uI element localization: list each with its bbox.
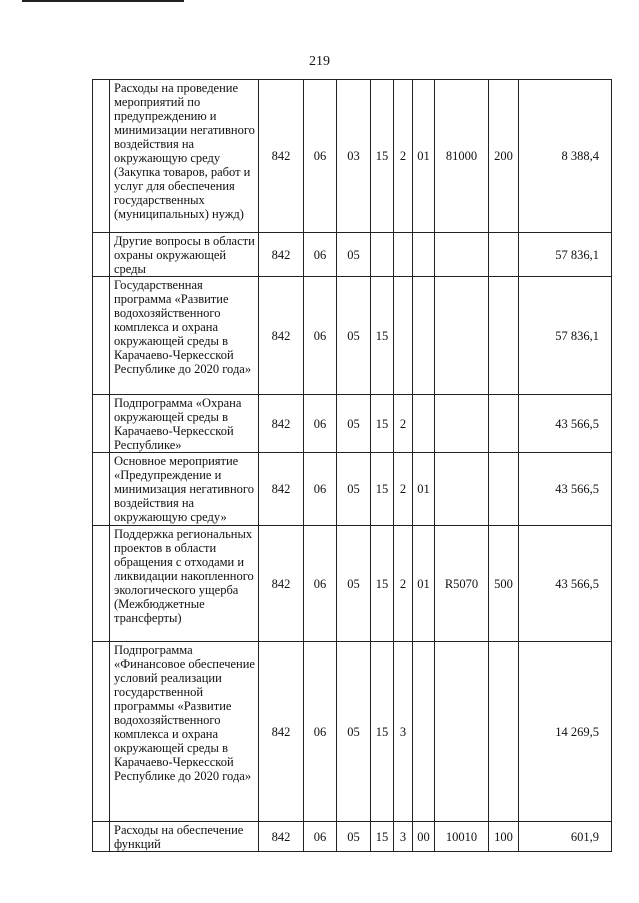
cell-pr: 05 bbox=[337, 642, 371, 822]
cell-sum: 43 566,5 bbox=[519, 526, 612, 642]
cell-sum: 14 269,5 bbox=[519, 642, 612, 822]
cell-p1: 15 bbox=[371, 822, 394, 852]
cell-sum: 57 836,1 bbox=[519, 277, 612, 395]
cell-vr bbox=[489, 453, 519, 526]
cell-p1: 15 bbox=[371, 395, 394, 453]
cell-sum: 8 388,4 bbox=[519, 80, 612, 233]
cell-p2: 3 bbox=[394, 642, 413, 822]
cell-p3 bbox=[413, 277, 435, 395]
cell-p2: 3 bbox=[394, 822, 413, 852]
table-row bbox=[93, 395, 612, 453]
cell-rz: 06 bbox=[304, 822, 337, 852]
cell-p3: 01 bbox=[413, 80, 435, 233]
cell-p2: 2 bbox=[394, 80, 413, 233]
cell-rz: 06 bbox=[304, 277, 337, 395]
cell-vr: 200 bbox=[489, 80, 519, 233]
table-row bbox=[93, 453, 612, 526]
cell-name: Основное мероприятие «Предупреждение и минимизация негативного воздействия на окружающую среду» bbox=[110, 453, 259, 526]
cell-blank bbox=[93, 395, 110, 453]
cell-pr: 05 bbox=[337, 453, 371, 526]
cell-pr: 05 bbox=[337, 233, 371, 277]
top-rule bbox=[22, 0, 184, 2]
page-number: 219 bbox=[309, 54, 330, 69]
cell-pr: 05 bbox=[337, 395, 371, 453]
cell-gr: 842 bbox=[259, 453, 304, 526]
cell-gr: 842 bbox=[259, 822, 304, 852]
cell-p1: 15 bbox=[371, 277, 394, 395]
table-row bbox=[93, 822, 612, 852]
cell-vr: 100 bbox=[489, 822, 519, 852]
table-row bbox=[93, 277, 612, 395]
cell-gr: 842 bbox=[259, 277, 304, 395]
cell-blank bbox=[93, 80, 110, 233]
cell-dir: 81000 bbox=[435, 80, 489, 233]
cell-name: Поддержка региональных проектов в области обращения с отходами и ликвидации накопленного экологического ущерба (Межбюджетные трансферты) bbox=[110, 526, 259, 642]
cell-dir bbox=[435, 395, 489, 453]
cell-blank bbox=[93, 233, 110, 277]
cell-vr: 500 bbox=[489, 526, 519, 642]
cell-sum: 57 836,1 bbox=[519, 233, 612, 277]
cell-p3: 01 bbox=[413, 453, 435, 526]
cell-name: Расходы на обеспечение функций bbox=[110, 822, 259, 852]
cell-gr: 842 bbox=[259, 395, 304, 453]
cell-gr: 842 bbox=[259, 233, 304, 277]
cell-rz: 06 bbox=[304, 453, 337, 526]
cell-p2: 2 bbox=[394, 395, 413, 453]
cell-blank bbox=[93, 526, 110, 642]
cell-p3: 00 bbox=[413, 822, 435, 852]
cell-p3 bbox=[413, 642, 435, 822]
cell-p1: 15 bbox=[371, 526, 394, 642]
cell-blank bbox=[93, 642, 110, 822]
cell-gr: 842 bbox=[259, 526, 304, 642]
cell-sum: 601,9 bbox=[519, 822, 612, 852]
cell-dir: 10010 bbox=[435, 822, 489, 852]
cell-blank bbox=[93, 822, 110, 852]
cell-rz: 06 bbox=[304, 642, 337, 822]
cell-name: Подпрограмма «Финансовое обеспечение условий реализации государственной программы «Развитие водохозяйственного комплекса и охрана окружающей среды в Карачаево-Черкесской Республике до 2020 года» bbox=[110, 642, 259, 822]
cell-pr: 05 bbox=[337, 822, 371, 852]
cell-dir bbox=[435, 453, 489, 526]
cell-dir: R5070 bbox=[435, 526, 489, 642]
cell-pr: 05 bbox=[337, 277, 371, 395]
cell-gr: 842 bbox=[259, 642, 304, 822]
cell-pr: 03 bbox=[337, 80, 371, 233]
cell-name: Другие вопросы в области охраны окружающей среды bbox=[110, 233, 259, 277]
cell-p2: 2 bbox=[394, 453, 413, 526]
cell-p2: 2 bbox=[394, 526, 413, 642]
cell-rz: 06 bbox=[304, 526, 337, 642]
cell-p1: 15 bbox=[371, 80, 394, 233]
cell-dir bbox=[435, 233, 489, 277]
cell-vr bbox=[489, 277, 519, 395]
table-row bbox=[93, 642, 612, 822]
cell-p1: 15 bbox=[371, 453, 394, 526]
table-row bbox=[93, 233, 612, 277]
cell-name: Расходы на проведение мероприятий по предупреждению и минимизации негативного воздействия на окружающую среду (Закупка товаров, работ и услуг для обеспечения государственных (муниципальных) нужд) bbox=[110, 80, 259, 233]
cell-p1 bbox=[371, 233, 394, 277]
table-row bbox=[93, 80, 612, 233]
cell-p2 bbox=[394, 277, 413, 395]
cell-sum: 43 566,5 bbox=[519, 453, 612, 526]
cell-p3 bbox=[413, 233, 435, 277]
cell-gr: 842 bbox=[259, 80, 304, 233]
cell-p2 bbox=[394, 233, 413, 277]
cell-vr bbox=[489, 395, 519, 453]
cell-dir bbox=[435, 642, 489, 822]
cell-vr bbox=[489, 642, 519, 822]
cell-dir bbox=[435, 277, 489, 395]
cell-blank bbox=[93, 453, 110, 526]
cell-rz: 06 bbox=[304, 233, 337, 277]
budget-table bbox=[92, 79, 612, 852]
cell-pr: 05 bbox=[337, 526, 371, 642]
table-body bbox=[93, 80, 612, 852]
cell-blank bbox=[93, 277, 110, 395]
cell-rz: 06 bbox=[304, 80, 337, 233]
cell-name: Подпрограмма «Охрана окружающей среды в Карачаево-Черкесской Республике» bbox=[110, 395, 259, 453]
table-row bbox=[93, 526, 612, 642]
cell-name: Государственная программа «Развитие водохозяйственного комплекса и охрана окружающей среды в Карачаево-Черкесской Республике до 2020 года» bbox=[110, 277, 259, 395]
cell-rz: 06 bbox=[304, 395, 337, 453]
cell-vr bbox=[489, 233, 519, 277]
cell-p3: 01 bbox=[413, 526, 435, 642]
cell-sum: 43 566,5 bbox=[519, 395, 612, 453]
cell-p1: 15 bbox=[371, 642, 394, 822]
cell-p3 bbox=[413, 395, 435, 453]
